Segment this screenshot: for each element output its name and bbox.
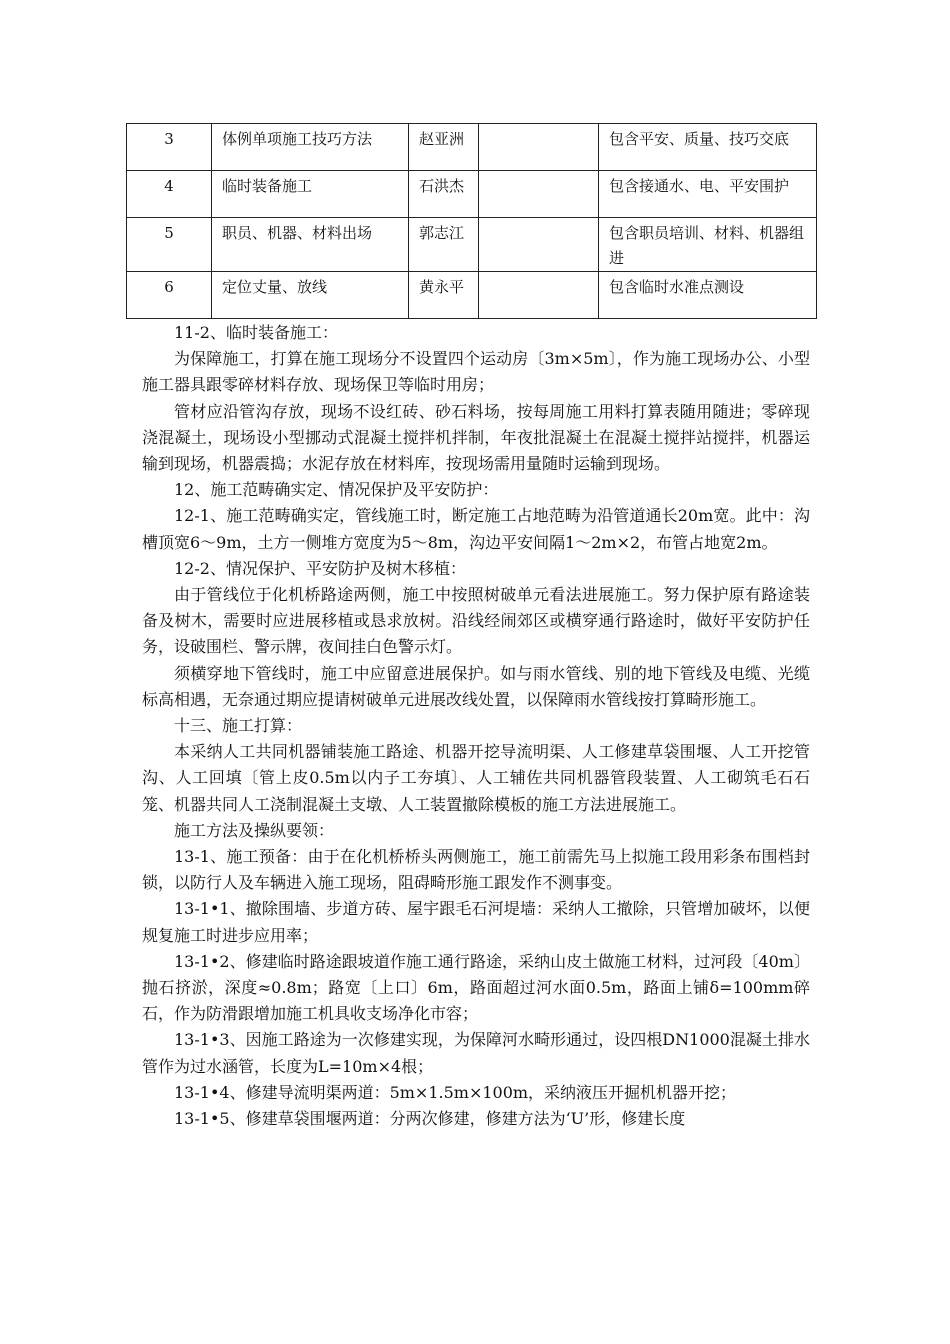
paragraph: 为保障施工，打算在施工现场分不设置四个运动房〔3m×5m〕，作为施工现场办公、小型施工器具跟零碎材料存放、现场保卫等临时用房； [142,349,810,395]
section-heading-11-2: 11-2、临时装备施工： [174,323,338,342]
table-row [127,218,817,272]
section-heading-12: 12、施工范畴确实定、情况保护及平安防护： [174,480,499,500]
task-assignment-table [126,123,817,319]
empty-cell [479,272,599,319]
responsible-person: 黄永平 [409,272,479,319]
subheading-methods: 施工方法及操纵要领： [174,820,335,840]
task-note: 包含临时水准点测设 [599,272,817,319]
section-heading-12-2: 12-2、情况保护、平安防护及树木移植： [174,558,466,578]
paragraph: 管材应沿管沟存放，现场不设红砖、砂石料场，按每周施工用料打算表随用随进；零碎现浇混凝土，现场设小型挪动式混凝土搅拌机拌制，年夜批混凝土在混凝土搅拌站搅拌，机器运输到现场，机器震捣；水泥存放在材料库，按现场需用量随时运输到现场。 [142,401,810,474]
paragraph: 13-1•1、撤除围墙、步道方砖、屋宇跟毛石河堤墙：采纳人工撤除，只管增加破坏，以便规复施工时进步应用率； [142,899,810,945]
paragraph: 本采纳人工共同机器铺装施工路途、机器开挖导流明渠、人工修建草袋围堰、人工开挖管沟、人工回填〔管上皮0.5m以内子工夯填〕、人工辅佐共同机器管段装置、人工砌筑毛石石笼、机器共同人工浇制混凝土支墩、人工装置撤除模板的施工方法进展施工。 [142,742,810,814]
table-row [127,272,817,319]
row-number: 5 [127,218,212,272]
responsible-person: 赵亚洲 [409,124,479,171]
paragraph: 须横穿地下管线时，施工中应留意进展保护。如与雨水管线、别的地下管线及电缆、光缆标高相遇，无奈通过期应提请树破单元进展改线处置，以保障雨水管线按打算畸形施工。 [142,663,810,709]
row-number: 4 [127,171,212,218]
empty-cell [479,124,599,171]
row-number: 6 [127,272,212,319]
empty-cell [479,218,599,272]
empty-cell [479,171,599,218]
paragraph: 12-1、施工范畴确实定，管线施工时，断定施工占地范畴为沿管道通长20m宽。此中：沟槽顶宽6～9m，土方一侧堆方宽度为5～8m，沟边平安间隔1～2m×2，布管占地宽2m。 [142,506,810,552]
section-heading-13: 十三、施工打算： [174,716,303,736]
paragraph: 13-1•4、修建导流明渠两道：5m×1.5m×100m，采纳液压开掘机机器开挖； [174,1082,737,1102]
task-note: 包含接通水、电、平安围护 [599,171,817,218]
paragraph: 由于管线位于化机桥路途两侧，施工中按照树破单元看法进展施工。努力保护原有路途装备及树木，需要时应进展移植或恳求放树。沿线经闹郊区或横穿通行路途时，做好平安防护任务，设破围栏、警示牌，夜间挂白色警示灯。 [142,585,810,657]
task-name: 体例单项施工技巧方法 [212,124,409,171]
paragraph: 13-1•5、修建草袋围堰两道：分两次修建，修建方法为‘U’形，修建长度 [174,1109,686,1129]
paragraph: 13-1•3、因施工路途为一次修建实现，为保障河水畸形通过，设四根DN1000混凝土排水管作为过水涵管，长度为L=10m×4根； [142,1030,810,1076]
paragraph: 13-1、施工预备：由于在化机桥桥头两侧施工，施工前需先马上拟施工段用彩条布围档封锁，以防行人及车辆进入施工现场，阻碍畸形施工跟发作不测事变。 [142,847,810,893]
table-row [127,171,817,218]
task-name: 定位丈量、放线 [212,272,409,319]
paragraph: 13-1•2、修建临时路途跟坡道作施工通行路途，采纳山皮土做施工材料，过河段〔40m〕抛石挤淤，深度≈0.8m；路宽〔上口〕6m，路面超过河水面0.5m，路面上铺δ=100mm碎石，作为防滑跟增加施工机具收支场净化市容； [142,951,810,1024]
row-number: 3 [127,124,212,171]
body-text [142,320,810,1132]
responsible-person: 石洪杰 [409,171,479,218]
task-note: 包含平安、质量、技巧交底 [599,124,817,171]
responsible-person: 郭志江 [409,218,479,272]
task-name: 职员、机器、材料出场 [212,218,409,272]
table-row [127,124,817,171]
task-note: 包含职员培训、材料、机器组进 [599,218,817,272]
task-name: 临时装备施工 [212,171,409,218]
